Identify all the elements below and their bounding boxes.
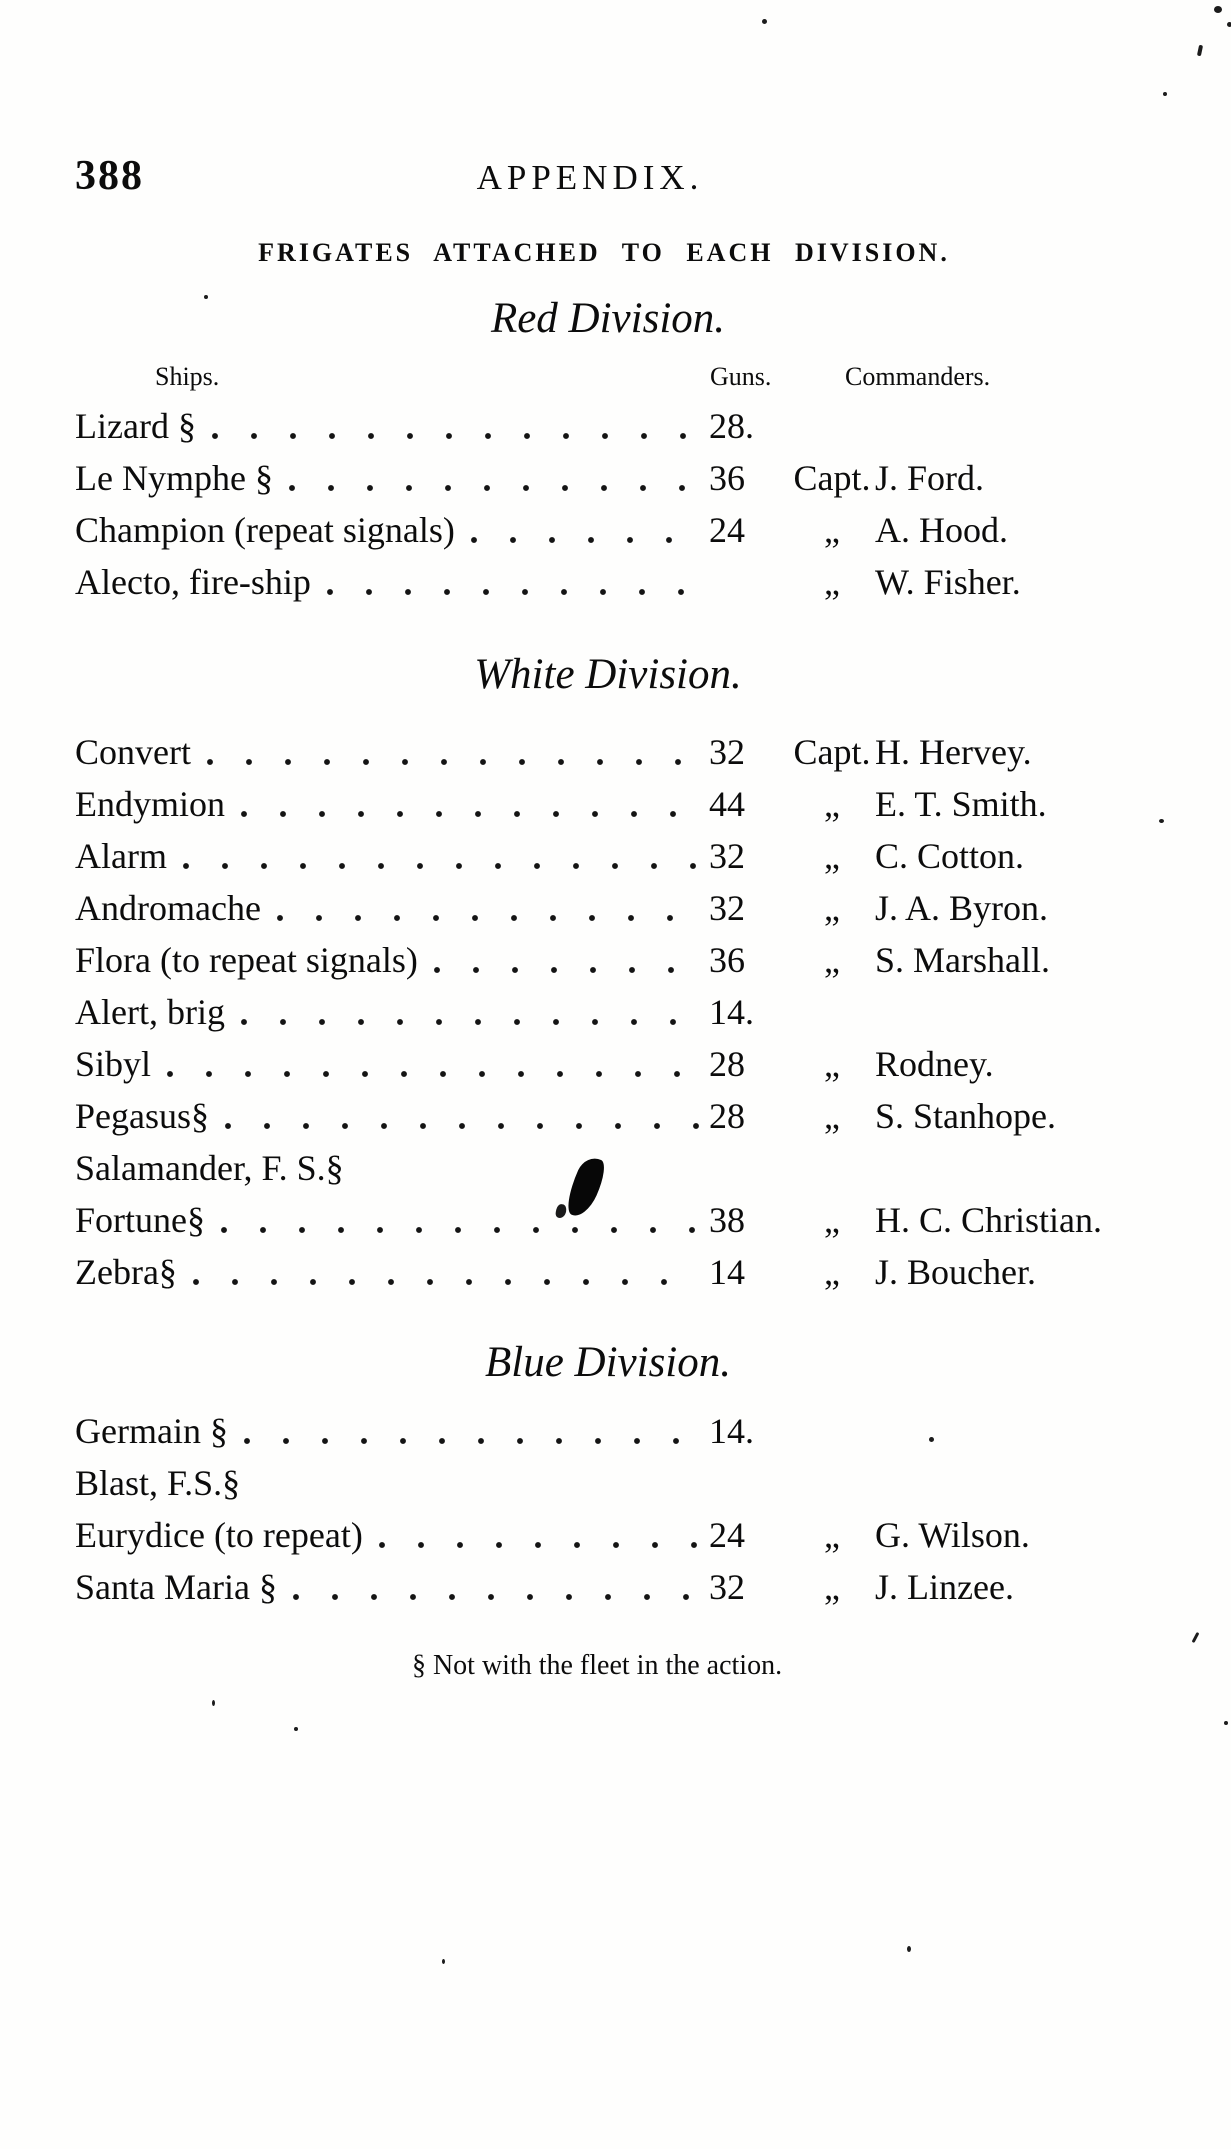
commander-name: Rodney.: [875, 1044, 994, 1084]
dot-leader: [191, 726, 707, 778]
table-row: [75, 726, 1140, 778]
table-row: [75, 986, 1140, 1038]
dot-leader: [363, 1509, 707, 1561]
scan-speck: [294, 1727, 298, 1731]
division-rows-blue: [75, 1405, 1140, 1613]
guns-value: 28: [709, 1096, 745, 1136]
dot-leader: [209, 1090, 707, 1142]
table-row: [75, 400, 1140, 452]
table-row: [75, 1246, 1140, 1298]
table-row: [75, 882, 1140, 934]
scan-speck: [1159, 819, 1164, 823]
commander-prefix: „: [824, 888, 840, 928]
commander-prefix: Capt.: [793, 458, 871, 498]
commander-prefix: „: [824, 784, 840, 824]
dot-leader: [273, 452, 707, 504]
commander-name: C. Cotton.: [875, 836, 1025, 876]
footnote: § Not with the fleet in the action.: [411, 1650, 783, 1681]
guns-value: 38: [709, 1200, 745, 1240]
ship-name: Germain §: [75, 1411, 228, 1451]
table-row: [75, 1194, 1140, 1246]
ship-name: Endymion: [75, 784, 225, 824]
section-heading: FRIGATES ATTACHED TO EACH DIVISION.: [258, 238, 950, 267]
ship-name: Sibyl: [75, 1044, 152, 1084]
commander-name: [875, 1142, 1140, 1194]
column-header-ships: Ships.: [155, 362, 220, 391]
dot-leader: [344, 1142, 707, 1194]
ship-name: Santa Maria §: [75, 1567, 277, 1607]
guns-value: 14: [709, 1252, 745, 1292]
ship-name: Andromache: [75, 888, 261, 928]
guns-value: 24: [709, 510, 745, 550]
ship-name: Pegasus§: [75, 1096, 209, 1136]
scan-speck: [1163, 92, 1167, 96]
commander-name: E. T. Smith.: [875, 784, 1047, 824]
scan-speck: [1192, 1632, 1200, 1643]
commander-name: W. Fisher.: [875, 562, 1021, 602]
division-title-white: White Division.: [474, 651, 742, 698]
commander-prefix: [789, 1405, 875, 1457]
commander-prefix: „: [824, 1044, 840, 1084]
table-row: [75, 1405, 1140, 1457]
table-row: [75, 1038, 1140, 1090]
dot-leader: [205, 1194, 707, 1246]
dot-leader: [455, 504, 707, 556]
commander-prefix: „: [824, 562, 840, 602]
commander-name: J. Linzee.: [875, 1567, 1014, 1607]
dot-leader: [225, 778, 707, 830]
division-title-blue: Blue Division.: [484, 1339, 731, 1386]
commander-prefix: „: [824, 1515, 840, 1555]
commander-name: G. Wilson.: [875, 1515, 1030, 1555]
guns-value: 24: [709, 1515, 745, 1555]
commander-name: J. Boucher.: [875, 1252, 1036, 1292]
table-row: [75, 1561, 1140, 1613]
ship-name: Alecto, fire-ship: [75, 562, 311, 602]
ship-name: Fortune§: [75, 1200, 205, 1240]
commander-name: [875, 986, 1140, 1038]
commander-name: A. Hood.: [875, 510, 1008, 550]
commander-name: [875, 400, 1140, 452]
commander-name: J. Ford.: [875, 458, 985, 498]
commander-prefix: [789, 400, 875, 452]
dot-leader: [240, 1457, 707, 1509]
scan-speck: [442, 1959, 445, 1964]
commander-name: S. Marshall.: [875, 940, 1050, 980]
scan-speck: [907, 1946, 911, 1952]
scan-speck: [929, 1437, 934, 1442]
ship-name: Flora (to repeat signals): [75, 940, 418, 980]
guns-value: 44: [709, 784, 745, 824]
guns-value: 32: [709, 1567, 745, 1607]
commander-name: H. C. Christian.: [875, 1200, 1103, 1240]
table-row: [75, 1457, 1140, 1509]
ship-name: Eurydice (to repeat): [75, 1515, 363, 1555]
dot-leader: [177, 1246, 707, 1298]
ship-name: Alert, brig: [75, 992, 225, 1032]
ship-name: Convert: [75, 732, 191, 772]
commander-prefix: „: [824, 1567, 840, 1607]
table-row: [75, 778, 1140, 830]
table-row: [75, 1090, 1140, 1142]
dot-leader: [151, 1038, 707, 1090]
ship-name: Zebra§: [75, 1252, 177, 1292]
commander-prefix: [789, 986, 875, 1038]
ship-name: Blast, F.S.§: [75, 1463, 241, 1503]
scan-speck: [204, 295, 208, 299]
scan-speck: [1227, 22, 1231, 27]
guns-value: [707, 1142, 789, 1194]
table-row: [75, 1509, 1140, 1561]
dot-leader: [277, 1561, 707, 1613]
column-header-commanders: Commanders.: [845, 362, 991, 391]
running-head: APPENDIX.: [476, 158, 704, 197]
guns-value: 32: [709, 732, 745, 772]
ship-name: Champion (repeat signals): [75, 510, 455, 550]
table-row: [75, 934, 1140, 986]
page-number: 388: [75, 153, 144, 199]
commander-prefix: „: [824, 1252, 840, 1292]
guns-value: 36: [709, 940, 745, 980]
commander-prefix: „: [824, 510, 840, 550]
commander-prefix: „: [824, 836, 840, 876]
commander-prefix: [789, 1142, 875, 1194]
ship-name: Alarm: [75, 836, 167, 876]
dot-leader: [228, 1405, 707, 1457]
guns-value: 32: [709, 836, 745, 876]
table-row: [75, 504, 1140, 556]
division-rows-white: [75, 726, 1140, 1298]
commander-prefix: „: [824, 1200, 840, 1240]
commander-name: [875, 1457, 1140, 1509]
scan-speck: [1214, 6, 1222, 13]
commander-prefix: „: [824, 1096, 840, 1136]
dot-leader: [167, 830, 707, 882]
guns-value: 32: [709, 888, 745, 928]
table-row: [75, 830, 1140, 882]
guns-value: [707, 1457, 789, 1509]
ship-name: Salamander, F. S.§: [75, 1148, 344, 1188]
scan-speck: [212, 1700, 215, 1706]
ship-name: Lizard §: [75, 406, 196, 446]
guns-value: 28.: [709, 406, 754, 446]
guns-value: 14.: [709, 992, 754, 1032]
guns-value: 28: [709, 1044, 745, 1084]
scan-speck: [762, 19, 767, 24]
guns-value: 14.: [709, 1411, 754, 1451]
dot-leader: [311, 556, 707, 608]
scan-speck: [1224, 1721, 1228, 1725]
commander-prefix: Capt.: [793, 732, 871, 772]
guns-value: 36: [709, 458, 745, 498]
division-rows-red: [75, 400, 1140, 608]
commander-prefix: „: [824, 940, 840, 980]
dot-leader: [261, 882, 707, 934]
division-title-red: Red Division.: [490, 295, 726, 342]
dot-leader: [196, 400, 707, 452]
ship-name: Le Nymphe §: [75, 458, 273, 498]
table-row: [75, 556, 1140, 608]
commander-prefix: [789, 1457, 875, 1509]
scan-speck: [1197, 45, 1203, 57]
commander-name: S. Stanhope.: [875, 1096, 1057, 1136]
commander-name: J. A. Byron.: [875, 888, 1049, 928]
column-header-guns: Guns.: [710, 362, 772, 391]
guns-value: [707, 556, 789, 608]
dot-leader: [225, 986, 707, 1038]
table-row: [75, 452, 1140, 504]
table-row: [75, 1142, 1140, 1194]
commander-name: H. Hervey.: [875, 732, 1032, 772]
commander-name: [875, 1405, 1140, 1457]
dot-leader: [418, 934, 707, 986]
